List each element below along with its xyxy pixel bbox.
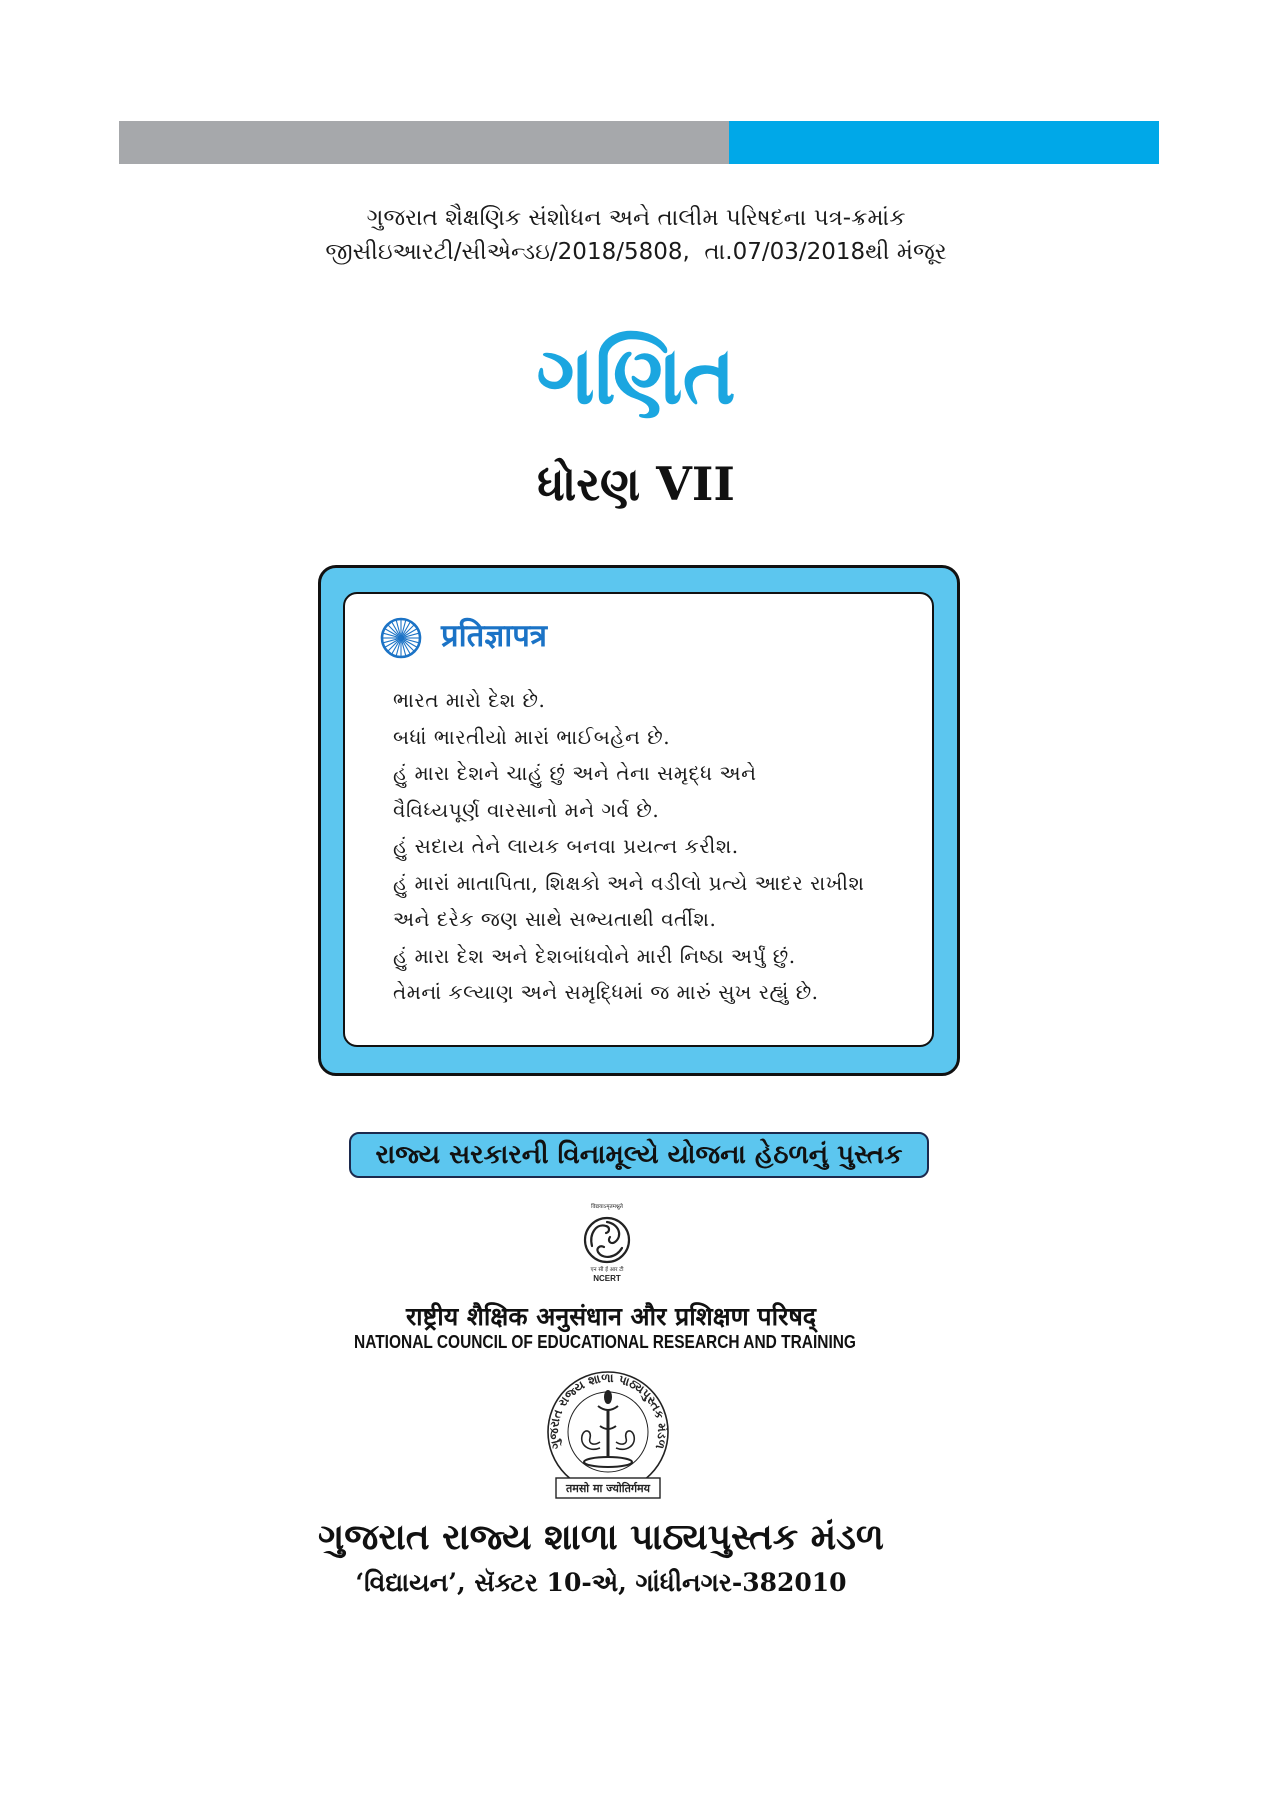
pledge-frame <box>318 565 960 1076</box>
ncert-swirl <box>597 1246 622 1257</box>
pledge-line: ભારત મારો દેશ છે. <box>393 688 546 712</box>
approval-line-1: ગુજરાત શૈક્ષણિક સંશોધન અને તાલીમ પરિષદના પત્ર-ક્રમાંક <box>366 205 906 231</box>
subject-title: ગણિત <box>536 329 736 422</box>
ncert-logo-swirls <box>591 1222 622 1257</box>
top-bar-blue-segment <box>729 121 1159 164</box>
gujarat-textbook-board-seal-icon <box>528 1370 688 1505</box>
approval-line-2: જીસીઇઆરટી/સીએન્ડઇ/2018/5808, તા.07/03/2018થી મંજૂર <box>325 239 947 265</box>
pledge-line: તેમનાં કલ્યાણ અને સમૃદ્ધિમાં જ મારું સુખ રહ્યું છે. <box>393 980 819 1004</box>
ncert-logo-label-latin: NCERT <box>593 1274 621 1283</box>
publisher-name: ગુજરાત રાજ્ય શાળા પાઠ્યપુસ્તક મંડળ <box>318 1517 884 1558</box>
peacock-left <box>582 1431 600 1449</box>
ncert-logo-motto: विद्ययाऽमृतमश्नुते <box>591 1204 623 1210</box>
seal-motto: तमसो मा ज्योतिर्गमय <box>565 1482 651 1495</box>
pledge-heading: प्रतिज्ञापत्र <box>441 618 547 654</box>
ncert-logo-label-hindi: एन सी ई आर टी <box>590 1267 624 1273</box>
pledge-text <box>393 682 923 1011</box>
pledge-line: હું મારાં માતાપિતા, શિક્ષકો અને વડીલો પ્રત્યે આદર રાખીશ <box>393 870 865 895</box>
lamp-flame <box>605 1391 611 1403</box>
pledge-panel <box>343 592 934 1047</box>
pledge-line: અને દરેક જણ સાથે સભ્યતાથી વર્તીશ. <box>393 907 717 931</box>
lamp-icon <box>584 1391 632 1467</box>
ncert-name-english: NATIONAL COUNCIL OF EDUCATIONAL RESEARCH AND TRAINING <box>354 1332 856 1352</box>
lamp-bowl <box>598 1406 618 1410</box>
publisher-address: ‘વિદ્યાયન’, સૅક્ટર 10-એ, ગાંધીનગર-382010 <box>355 1568 847 1597</box>
ashoka-chakra-icon <box>379 616 423 660</box>
pledge-line: હું સદાય તેને લાયક બનવા પ્રયત્ન કરીશ. <box>393 834 739 858</box>
pledge-line: હું મારા દેશને ચાહું છું અને તેના સમૃદ્ધ અને <box>393 761 757 785</box>
ncert-logo-icon <box>577 1200 637 1285</box>
free-textbook-banner: રાજ્ય સરકારની વિનામૂલ્યે યોજના હેઠળનું પુસ્તક <box>349 1132 929 1178</box>
ncert-swirl <box>591 1226 609 1246</box>
ncert-name-hindi: राष्ट्रीय शैक्षिक अनुसंधान और प्रशिक्षण परिषद् <box>405 1302 817 1331</box>
lamp-base <box>584 1457 632 1467</box>
top-bar-gray-segment <box>119 121 729 164</box>
pledge-line: વૈવિધ્યપૂર્ણ વારસાનો મને ગર્વ છે. <box>393 797 660 822</box>
seal-ring-text-path: ગુજરાત રાજ્ય શાળા પાઠ્યપુસ્તક મંડળ <box>546 1371 670 1451</box>
pledge-line: હું મારા દેશ અને દેશબાંધવોને મારી નિષ્ઠા અર્પું છું. <box>393 943 796 968</box>
chakra-hub <box>398 635 405 642</box>
standard-title: ધોરણ VII <box>537 457 735 511</box>
peacock-right <box>616 1431 634 1449</box>
pledge-line: બધાં ભારતીયો મારાં ભાઈબહેન છે. <box>393 724 671 749</box>
